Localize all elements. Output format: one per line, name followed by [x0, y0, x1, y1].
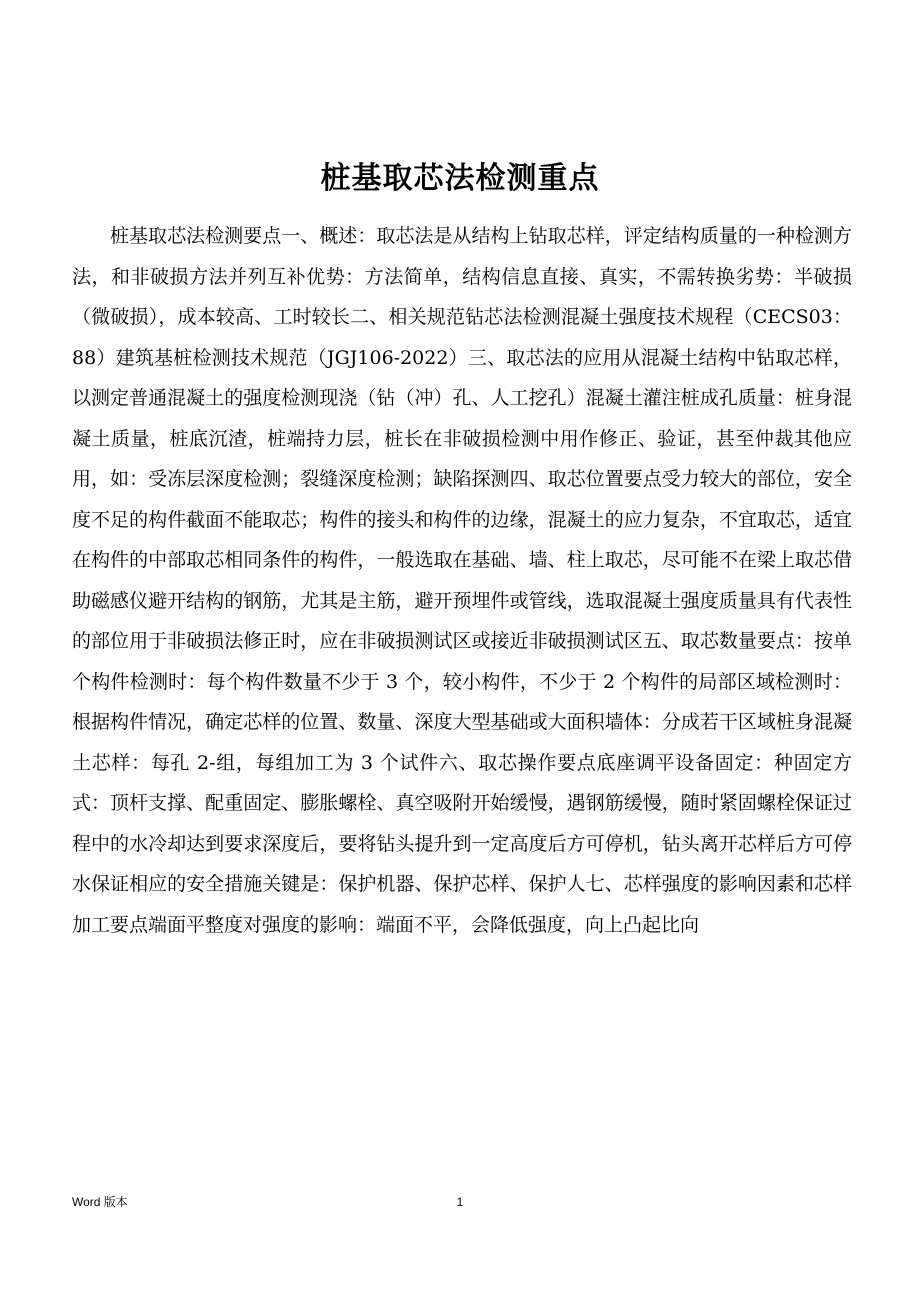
footer-label: Word 版本 [72, 1195, 128, 1209]
footer-page-number: 1 [456, 1195, 464, 1209]
document-body: 桩基取芯法检测要点一、概述：取芯法是从结构上钻取芯样，评定结构质量的一种检测方法，和非破损方法并列互补优势：方法简单，结构信息直接、真实，不需转换劣势：半破损（微破损），成本较高、工时较长二、相关规范钻芯法检测混凝土强度技术规程（CECS03：88）建筑基桩检测技术规范（JGJ106-2022）三、取芯法的应用从混凝土结构中钻取芯样，以测定普通混凝土的强度检测现浇（钻（冲）孔、人工挖孔）混凝土灌注桩成孔质量：桩身混凝土质量，桩底沉渣，桩端持力层，桩长在非破损检测中用作修正、验证，甚至仲裁其他应用，如：受冻层深度检测；裂缝深度检测；缺陷探测四、取芯位置要点受力较大的部位，安全度不足的构件截面不能取芯；构件的接头和构件的边缘，混凝土的应力复杂，不宜取芯，适宜在构件的中部取芯相同条件的构件，一般选取在基础、墙、柱上取芯，尽可能不在梁上取芯借助磁感仪避开结构的钢筋，尤其是主筋，避开预埋件或管线，选取混凝土强度质量具有代表性的部位用于非破损法修正时，应在非破损测试区或接近非破损测试区五、取芯数量要点：按单个构件检测时：每个构件数量不少于 3 个，较小构件，不少于 2 个构件的局部区域检测时：根据构件情况，确定芯样的位置、数量、深度大型基础或大面积墙体：分成若干区域桩身混凝土芯样：每孔 2-组，每组加工为 3 个试件六、取芯操作要点底座调平设备固定：种固定方式：顶杆支撑、配重固定、膨胀螺栓、真空吸附开始缓慢，遇钢筋缓慢，随时紧固螺栓保证过程中的水冷却达到要求深度后，要将钻头提升到一定高度后方可停机，钻头离开芯样后方可停水保证相应的安全措施关键是：保护机器、保护芯样、保护人七、芯样强度的影响因素和芯样加工要点端面平整度对强度的影响：端面不平，会降低强度，向上凸起比向 [72, 225, 852, 936]
document-title: 桩基取芯法检测重点 [320, 161, 600, 197]
